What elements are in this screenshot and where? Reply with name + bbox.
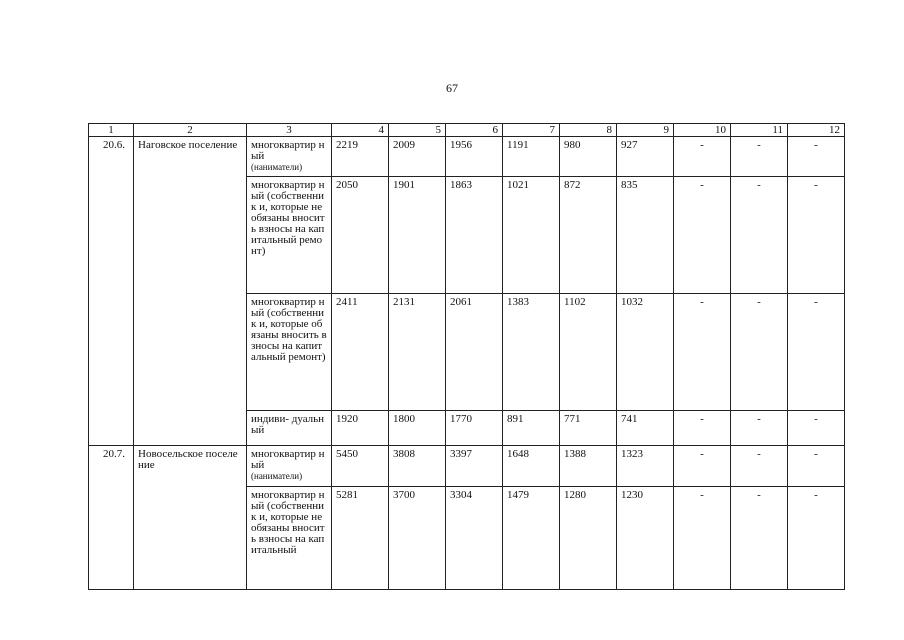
value-col-11: -: [731, 177, 788, 294]
value-col-4: 2219: [332, 137, 389, 177]
page-number: 67: [446, 81, 458, 95]
value-col-11: -: [731, 294, 788, 411]
housing-type: индиви- дуальный: [251, 413, 325, 436]
value-col-8: 872: [560, 177, 617, 294]
column-header-7: 7: [503, 124, 560, 137]
tariff-table: [88, 123, 845, 590]
housing-type-cell: [247, 411, 332, 446]
value-col-8: 980: [560, 137, 617, 177]
value-col-10: -: [674, 446, 731, 487]
value-col-9: 1032: [617, 294, 674, 411]
column-header-8: 8: [560, 124, 617, 137]
value-col-10: -: [674, 137, 731, 177]
value-col-6: 2061: [446, 294, 503, 411]
housing-type-note: (наниматели): [251, 471, 303, 481]
table-body: [89, 124, 845, 590]
table-row: [89, 137, 845, 177]
value-col-7: 1479: [503, 487, 560, 590]
value-col-12: -: [788, 487, 845, 590]
housing-type-cell: [247, 177, 332, 294]
table-row: [89, 446, 845, 487]
value-col-9: 835: [617, 177, 674, 294]
housing-type: многоквартир ный (собственник и, которые не обязаны вносить взносы на капитальный: [251, 489, 325, 556]
housing-type: многоквартир ный (собственник и, которые не обязаны вносить взносы на капитальный ремонт): [251, 179, 325, 257]
value-col-12: -: [788, 137, 845, 177]
value-col-7: 1191: [503, 137, 560, 177]
group-code: 20.7.: [89, 446, 134, 590]
value-col-7: 1383: [503, 294, 560, 411]
group-code: 20.6.: [89, 137, 134, 446]
value-col-4: 1920: [332, 411, 389, 446]
housing-type-note: (наниматели): [251, 162, 303, 172]
value-col-6: 1770: [446, 411, 503, 446]
value-col-12: -: [788, 294, 845, 411]
value-col-7: 1648: [503, 446, 560, 487]
value-col-11: -: [731, 446, 788, 487]
value-col-9: 927: [617, 137, 674, 177]
column-header-9: 9: [617, 124, 674, 137]
table-header-row: [89, 124, 845, 137]
value-col-10: -: [674, 294, 731, 411]
value-col-8: 771: [560, 411, 617, 446]
value-col-7: 1021: [503, 177, 560, 294]
value-col-7: 891: [503, 411, 560, 446]
value-col-12: -: [788, 177, 845, 294]
value-col-4: 5281: [332, 487, 389, 590]
housing-type-cell: [247, 294, 332, 411]
column-header-4: 4: [332, 124, 389, 137]
housing-type-cell: [247, 446, 332, 487]
value-col-4: 2411: [332, 294, 389, 411]
value-col-12: -: [788, 446, 845, 487]
column-header-3: 3: [247, 124, 332, 137]
value-col-11: -: [731, 411, 788, 446]
value-col-4: 2050: [332, 177, 389, 294]
value-col-8: 1388: [560, 446, 617, 487]
value-col-10: -: [674, 177, 731, 294]
housing-type-cell: [247, 487, 332, 590]
value-col-9: 1230: [617, 487, 674, 590]
value-col-6: 1956: [446, 137, 503, 177]
column-header-5: 5: [389, 124, 446, 137]
column-header-10: 10: [674, 124, 731, 137]
value-col-8: 1280: [560, 487, 617, 590]
housing-type: многоквартир ный: [251, 448, 325, 471]
column-header-1: 1: [89, 124, 134, 137]
column-header-11: 11: [731, 124, 788, 137]
value-col-8: 1102: [560, 294, 617, 411]
value-col-5: 3700: [389, 487, 446, 590]
value-col-10: -: [674, 411, 731, 446]
value-col-5: 2131: [389, 294, 446, 411]
value-col-11: -: [731, 137, 788, 177]
value-col-4: 5450: [332, 446, 389, 487]
value-col-6: 1863: [446, 177, 503, 294]
value-col-5: 2009: [389, 137, 446, 177]
value-col-6: 3304: [446, 487, 503, 590]
value-col-6: 3397: [446, 446, 503, 487]
value-col-11: -: [731, 487, 788, 590]
value-col-9: 1323: [617, 446, 674, 487]
column-header-12: 12: [788, 124, 845, 137]
column-header-6: 6: [446, 124, 503, 137]
housing-type-cell: [247, 137, 332, 177]
column-header-2: 2: [134, 124, 247, 137]
value-col-5: 1800: [389, 411, 446, 446]
value-col-9: 741: [617, 411, 674, 446]
settlement-name: Наговское поселение: [134, 137, 247, 446]
value-col-10: -: [674, 487, 731, 590]
housing-type: многоквартир ный: [251, 139, 325, 162]
settlement-name: Новосельское поселение: [134, 446, 247, 590]
value-col-12: -: [788, 411, 845, 446]
housing-type: многоквартир ный (собственник и, которые обязаны вносить взносы на капитальный ремонт): [251, 296, 327, 363]
value-col-5: 3808: [389, 446, 446, 487]
value-col-5: 1901: [389, 177, 446, 294]
